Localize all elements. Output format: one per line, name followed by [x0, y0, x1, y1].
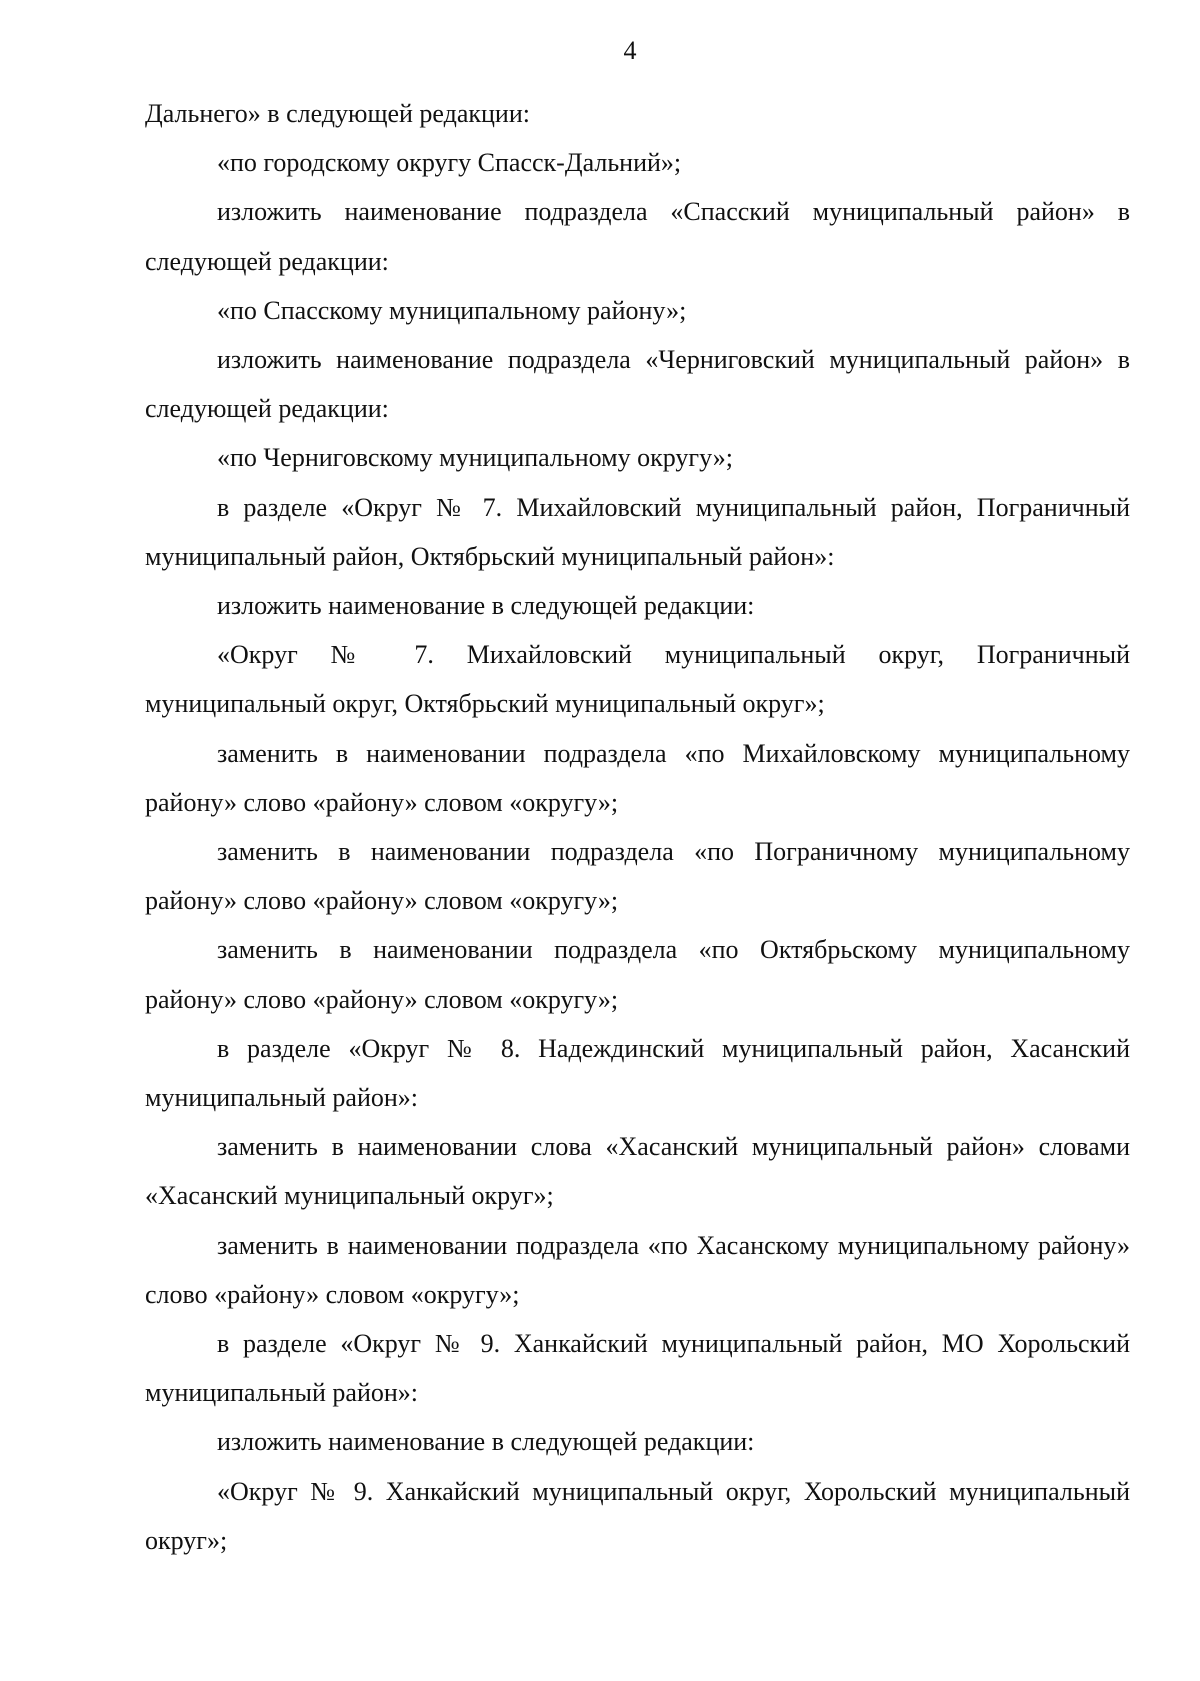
paragraph: заменить в наименовании подраздела «по Октябрьскому муниципальному району» слово «району» словом «округу»;	[145, 935, 1130, 1014]
paragraph: «по городскому округу Спасск-Дальний»;	[217, 148, 682, 178]
document-body	[145, 89, 1130, 1565]
paragraph: Дальнего» в следующей редакции:	[145, 99, 530, 128]
paragraph: заменить в наименовании подраздела «по Хасанскому муниципальному району» слово «району» словом «округу»;	[145, 1230, 1130, 1309]
paragraph: в разделе «Округ № 7. Михайловский муниципальный район, Пограничный муниципальный район, Октябрьский муниципальный район»:	[145, 492, 1130, 571]
paragraph: заменить в наименовании подраздела «по Пограничному муниципальному району» слово «району» словом «округу»;	[145, 837, 1130, 916]
paragraph: изложить наименование в следующей редакции:	[217, 1427, 755, 1457]
paragraph: «Округ № 7. Михайловский муниципальный округ, Пограничный муниципальный округ, Октябрьский муниципальный округ»;	[145, 640, 1130, 719]
paragraph: в разделе «Округ № 8. Надеждинский муниципальный район, Хасанский муниципальный район»:	[145, 1033, 1130, 1113]
page-number: 4	[623, 36, 637, 65]
paragraph: изложить наименование подраздела «Черниговский муниципальный район» в следующей редакции:	[145, 345, 1130, 424]
paragraph: заменить в наименовании подраздела «по Михайловскому муниципальному району» слово «району» словом «округу»;	[145, 738, 1130, 817]
paragraph: «по Спасскому муниципальному району»;	[217, 295, 687, 325]
paragraph: изложить наименование в следующей редакции:	[217, 591, 755, 621]
paragraph: «Округ № 9. Ханкайский муниципальный округ, Хорольский муниципальный округ»;	[145, 1476, 1130, 1555]
paragraph: изложить наименование подраздела «Спасский муниципальный район» в следующей редакции:	[145, 197, 1130, 276]
paragraph: «по Черниговскому муниципальному округу»;	[217, 443, 733, 473]
paragraph: в разделе «Округ № 9. Ханкайский муниципальный район, МО Хорольский муниципальный район»:	[145, 1329, 1130, 1408]
paragraph: заменить в наименовании слова «Хасанский муниципальный район» словами «Хасанский муниципальный округ»;	[145, 1132, 1130, 1211]
